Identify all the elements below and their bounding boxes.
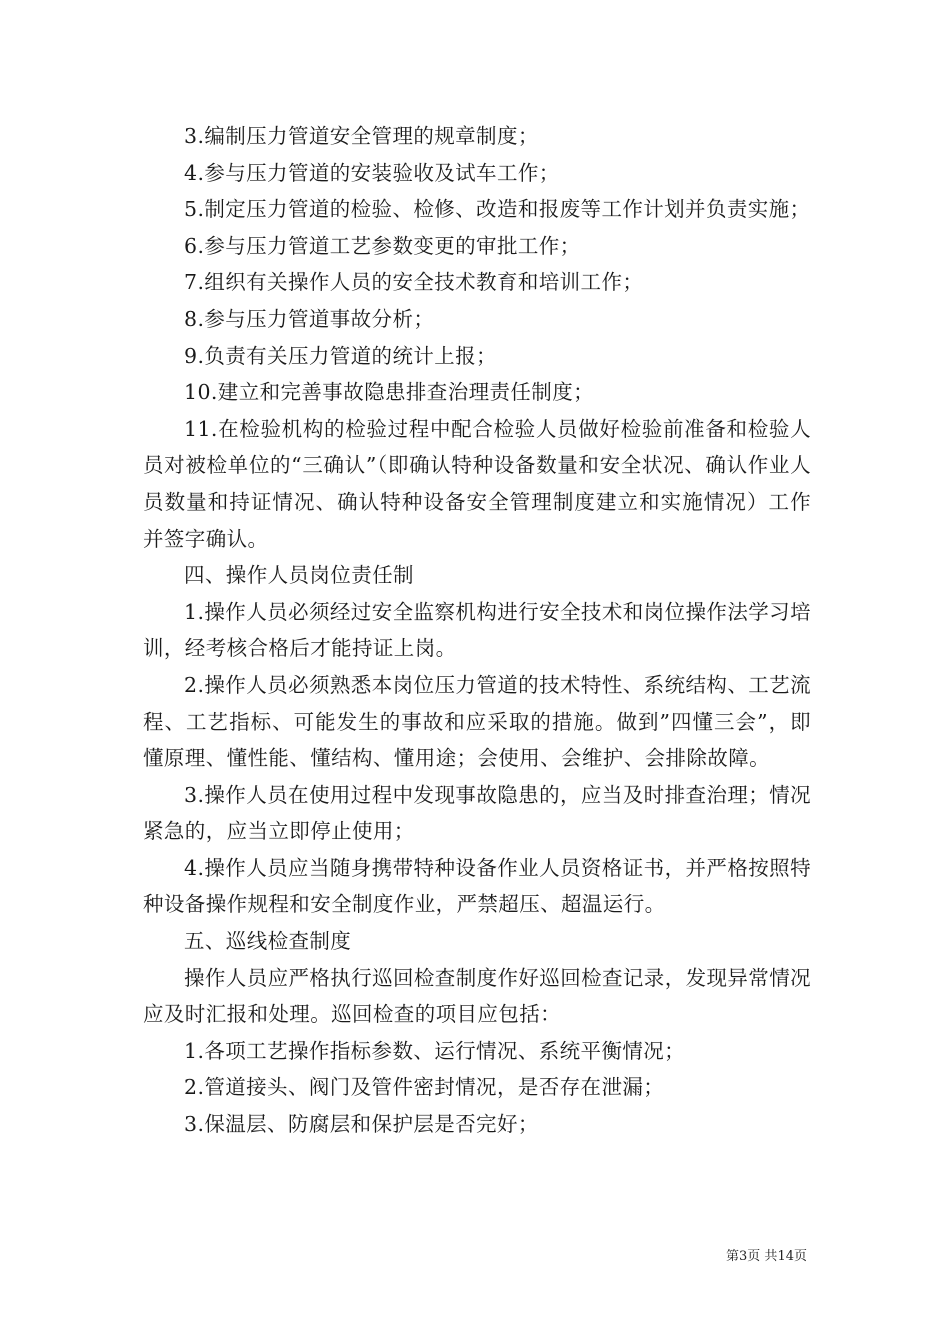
footer-current-page: 3 [739, 1249, 748, 1264]
paragraph: 10.建立和完善事故隐患排查治理责任制度； [184, 380, 595, 405]
paragraph: 操作人员应严格执行巡回检查制度作好巡回检查记录，发现异常情况应及时汇报和处理。巡回检查的项目应包括： [143, 965, 811, 1027]
paragraph: 2.操作人员必须熟悉本岗位压力管道的技术特性、系统结构、工艺流程、工艺指标、可能发生的事故和应采取的措施。做到”四懂三会”，即懂原理、懂性能、懂结构、懂用途；会使用、会维护、会排除故障。 [143, 672, 811, 771]
paragraph: 7.组织有关操作人员的安全技术教育和培训工作； [184, 270, 644, 295]
page-number-footer [726, 1248, 807, 1266]
section-heading: 四、操作人员岗位责任制 [184, 563, 414, 588]
document-body [143, 118, 811, 1143]
paragraph: 8.参与压力管道事故分析； [184, 306, 435, 331]
footer-middle: 页 共 [747, 1249, 778, 1264]
paragraph: 11.在检验机构的检验过程中配合检验人员做好检验前准备和检验人员对被检单位的“三确认”（即确认特种设备数量和安全状况、确认作业人员数量和持证情况、确认特种设备安全管理制度建立和实施情况）工作并签字确认。 [143, 416, 811, 551]
paragraph: 3.编制压力管道安全管理的规章制度； [184, 124, 539, 148]
paragraph: 1.各项工艺操作指标参数、运行情况、系统平衡情况； [184, 1038, 686, 1063]
paragraph: 1.操作人员必须经过安全监察机构进行安全技术和岗位操作法学习培训，经考核合格后才能持证上岗。 [143, 599, 811, 661]
paragraph: 9.负责有关压力管道的统计上报； [184, 343, 497, 368]
paragraph: 3.操作人员在使用过程中发现事故隐患的，应当及时排查治理；情况紧急的，应当立即停止使用； [143, 782, 811, 844]
footer-prefix: 第 [726, 1249, 740, 1264]
paragraph: 4.参与压力管道的安装验收及试车工作； [184, 160, 560, 185]
section-heading: 五、巡线检查制度 [184, 929, 352, 954]
paragraph: 3.保温层、防腐层和保护层是否完好； [184, 1112, 539, 1137]
paragraph: 2.管道接头、阀门及管件密封情况，是否存在泄漏； [184, 1075, 665, 1100]
footer-total-pages: 14 [777, 1249, 794, 1264]
paragraph: 6.参与压力管道工艺参数变更的审批工作； [184, 233, 581, 258]
paragraph: 4.操作人员应当随身携带特种设备作业人员资格证书，并严格按照特种设备操作规程和安全制度作业，严禁超压、超温运行。 [143, 855, 811, 917]
paragraph: 5.制定压力管道的检验、检修、改造和报废等工作计划并负责实施； [184, 197, 811, 222]
footer-suffix: 页 [793, 1249, 807, 1264]
